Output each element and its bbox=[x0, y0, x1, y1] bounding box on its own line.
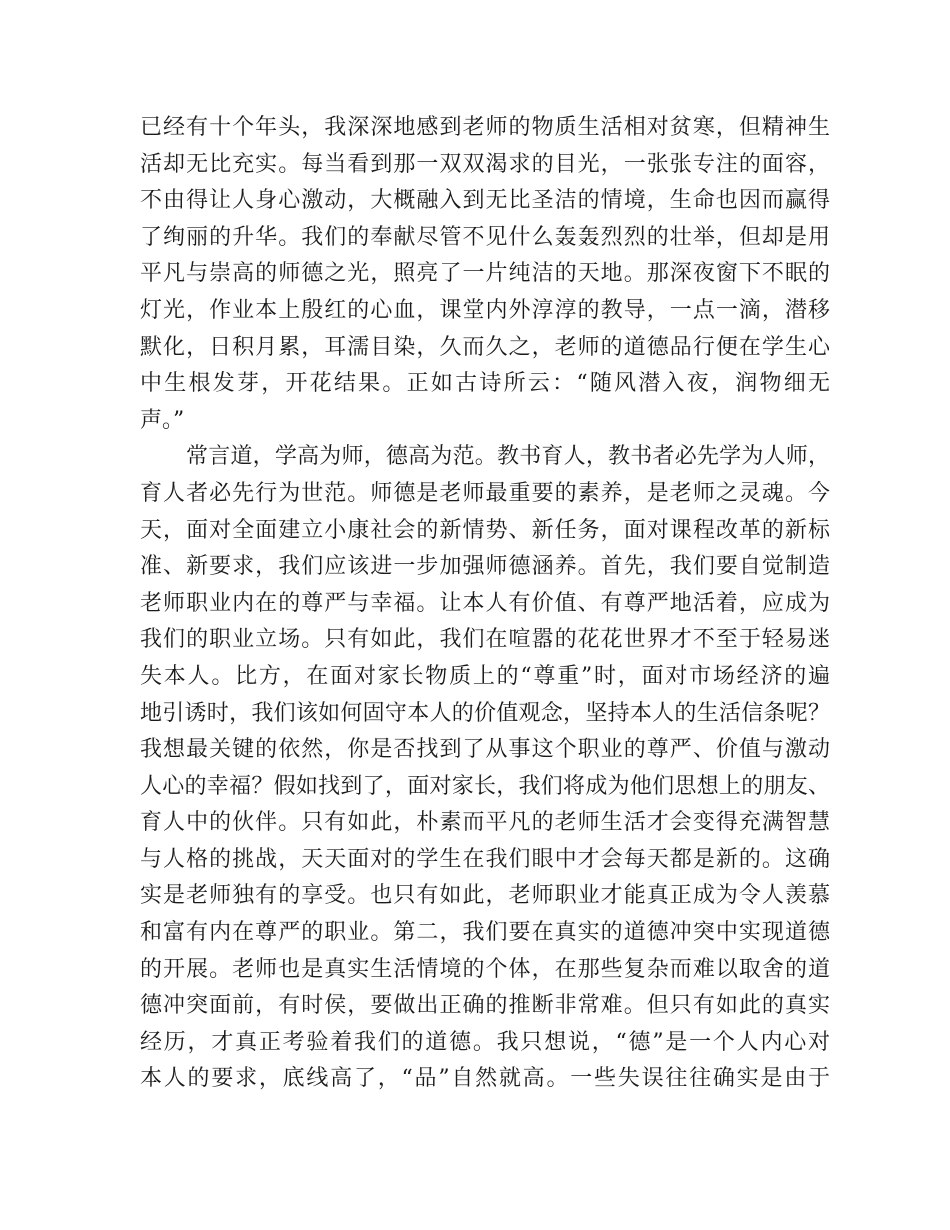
text-line: 实是老师独有的享受。也只有如此，老师职业才能真正成为令人羡慕 bbox=[140, 883, 830, 909]
text-line: 灯光，作业本上殷红的心血，课堂内外淳淳的教导，一点一滴，潜移 bbox=[140, 297, 830, 323]
text-line: 人心的幸福？假如找到了，面对家长，我们将成为他们思想上的朋友、 bbox=[140, 773, 830, 799]
text-line: 了绚丽的升华。我们的奉献尽管不见什么轰轰烈烈的壮举，但却是用 bbox=[140, 224, 830, 250]
text-line: 我想最关键的依然，你是否找到了从事这个职业的尊严、价值与激动 bbox=[140, 737, 830, 763]
text-line: 活却无比充实。每当看到那一双双渴求的目光，一张张专注的面容， bbox=[140, 151, 830, 177]
text-line: 中生根发芽，开花结果。正如古诗所云：“随风潜入夜，润物细无 bbox=[140, 371, 830, 397]
text-line: 平凡与崇高的师德之光，照亮了一片纯洁的天地。那深夜窗下不眠的 bbox=[140, 261, 830, 287]
text-line: 准、新要求，我们应该进一步加强师德涵养。首先，我们要自觉制造 bbox=[140, 554, 830, 580]
text-line: 天，面对全面建立小康社会的新情势、新任务，面对课程改革的新标 bbox=[140, 517, 830, 543]
text-line: 的开展。老师也是真实生活情境的个体，在那些复杂而难以取舍的道 bbox=[140, 956, 830, 982]
text-line: 老师职业内在的尊严与幸福。让本人有价值、有尊严地活着，应成为 bbox=[140, 590, 830, 616]
text-line: 已经有十个年头，我深深地感到老师的物质生活相对贫寒，但精神生 bbox=[140, 115, 830, 140]
text-line: 育人者必先行为世范。师德是老师最重要的素养，是老师之灵魂。今 bbox=[140, 480, 830, 506]
text-line: 德冲突面前，有时侯，要做出正确的推断非常难。但只有如此的真实 bbox=[140, 993, 830, 1019]
text-line: 和富有内在尊严的职业。第二，我们要在真实的道德冲突中实现道德 bbox=[140, 920, 830, 946]
text-line: 地引诱时，我们该如何固守本人的价值观念，坚持本人的生活信条呢？ bbox=[140, 700, 830, 726]
text-line: 与人格的挑战，天天面对的学生在我们眼中才会每天都是新的。这确 bbox=[140, 846, 830, 872]
text-line: 本人的要求，底线高了，“品”自然就高。一些失误往往确实是由于 bbox=[140, 1066, 830, 1092]
text-line: 经历，才真正考验着我们的道德。我只想说，“德”是一个人内心对 bbox=[140, 1029, 830, 1055]
text-line: 不由得让人身心激动，大概融入到无比圣洁的情境，生命也因而赢得 bbox=[140, 188, 830, 214]
text-line: 失本人。比方，在面对家长物质上的“尊重”时，面对市场经济的遍 bbox=[140, 663, 830, 689]
paragraph-start-line: 常言道，学高为师，德高为范。教书育人，教书者必先学为人师， bbox=[186, 444, 830, 470]
body-text bbox=[140, 112, 830, 1100]
text-line: 育人中的伙伴。只有如此，朴素而平凡的老师生活才会变得充满智慧 bbox=[140, 810, 830, 836]
paragraph-end-line: 声。” bbox=[140, 407, 185, 433]
text-line: 我们的职业立场。只有如此，我们在喧嚣的花花世界才不至于轻易迷 bbox=[140, 627, 830, 653]
text-line: 默化，日积月累，耳濡目染，久而久之，老师的道德品行便在学生心 bbox=[140, 334, 830, 360]
